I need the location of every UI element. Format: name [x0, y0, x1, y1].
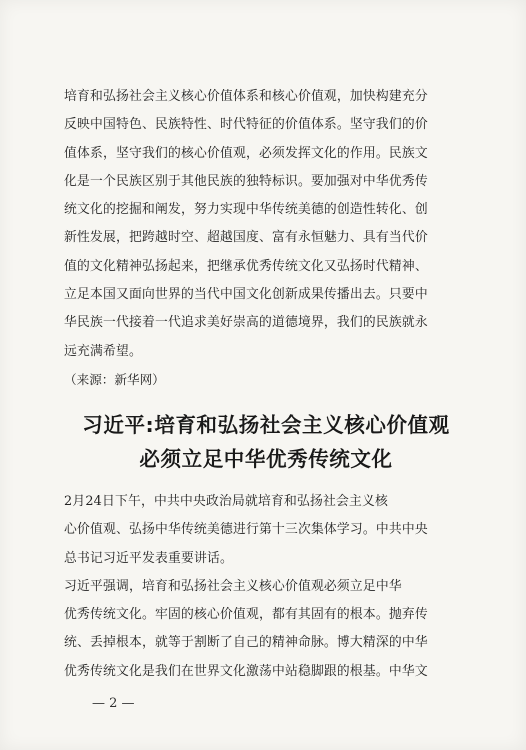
paragraph-1-line-1: 2月24日下午，中共中央政治局就培育和弘扬社会主义核 — [64, 493, 388, 509]
paragraph-2-line-3: 统、丢掉根本，就等于割断了自己的精神命脉。博大精深的中华 — [64, 635, 428, 651]
title-line-2: 必须立足中华优秀传统文化 — [139, 446, 393, 471]
intro-line-6: 新性发展，把跨越时空、超越国度、富有永恒魅力、具有当代价 — [64, 230, 428, 246]
intro-line-3: 值体系，坚守我们的核心价值观，必须发挥文化的作用。民族文 — [64, 145, 428, 161]
intro-line-5: 统文化的挖掘和阐发，努力实现中华传统美德的创造性转化、创 — [64, 202, 428, 218]
title-line-1: 习近平:培育和弘扬社会主义核心价值观 — [82, 412, 450, 437]
intro-line-8: 立足本国又面向世界的当代中国文化创新成果传播出去。只要中 — [64, 287, 428, 303]
page-number: — 2 — — [92, 696, 135, 711]
article-body — [64, 488, 468, 686]
intro-line-10: 远充满希望。 — [64, 343, 142, 359]
paragraph-1-line-2: 心价值观、弘扬中华传统美德进行第十三次集体学习。中共中央 — [64, 522, 428, 538]
paragraph-1 — [64, 488, 468, 573]
paragraph-2 — [64, 573, 468, 686]
paragraph-1-line-3: 总书记习近平发表重要讲话。 — [64, 550, 233, 566]
intro-line-1: 培育和弘扬社会主义核心价值体系和核心价值观，加快构建充分 — [64, 89, 428, 104]
intro-paragraph — [64, 83, 468, 366]
article-title — [64, 408, 468, 476]
paragraph-2-line-2: 优秀传统文化。牢固的核心价值观，都有其固有的根本。抛弃传 — [64, 607, 428, 623]
intro-line-7: 值的文化精神弘扬起来，把继承优秀传统文化又弘扬时代精神、 — [64, 258, 428, 274]
intro-line-9: 华民族一代接着一代追求美好崇高的道德境界，我们的民族就永 — [64, 315, 428, 331]
paragraph-2-line-1: 习近平强调，培育和弘扬社会主义核心价值观必须立足中华 — [64, 578, 402, 594]
intro-line-4: 化是一个民族区别于其他民族的独特标识。要加强对中华优秀传 — [64, 173, 428, 189]
paragraph-2-line-4: 优秀传统文化是我们在世界文化激荡中站稳脚跟的根基。中华文 — [64, 663, 428, 679]
source-note: （来源：新华网） — [64, 371, 165, 387]
intro-line-2: 反映中国特色、民族特性、时代特征的价值体系。坚守我们的价 — [64, 117, 428, 133]
document-content — [64, 83, 468, 686]
